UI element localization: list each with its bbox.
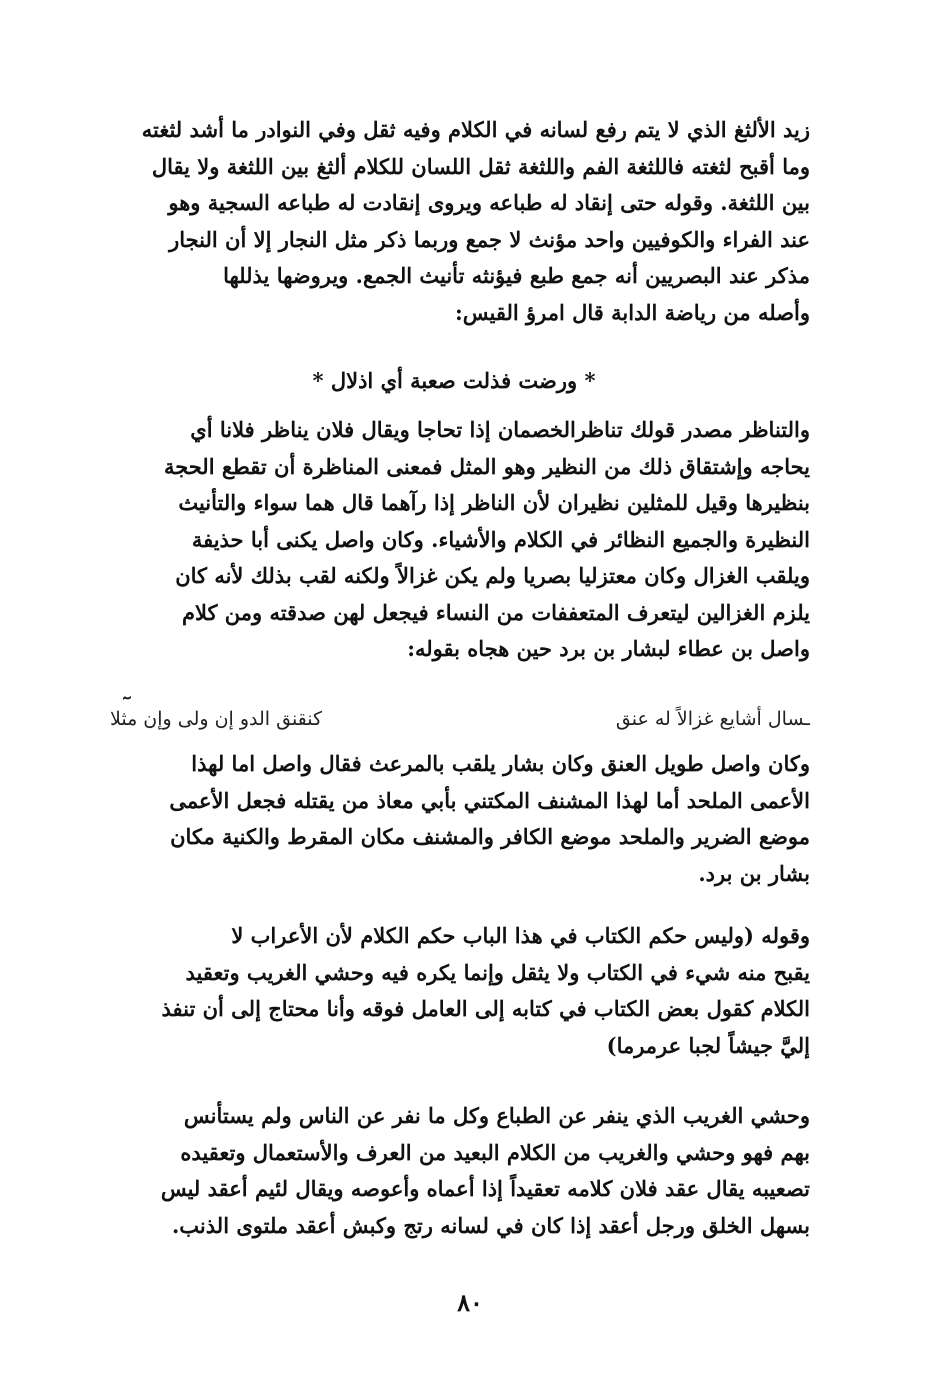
paragraph-1 [98, 112, 810, 331]
page-number: ٨٠ [457, 1288, 483, 1317]
text-line: بهم فهو وحشي والغريب من الكلام البعيد من العرف والأستعمال وتعقيده [180, 1139, 810, 1165]
text-line: يلزم الغزالين ليتعرف المتعففات من النساء فيجعل لهن صدقته ومن كلام [181, 599, 810, 625]
text-line: وكان واصل طويل العنق وكان بشار يلقب بالمرعث فقال واصل اما لهذا [191, 751, 810, 776]
paragraph-5 [98, 1098, 810, 1244]
text-line: وقوله (وليس حكم الكتاب في هذا الباب حكم الكلام لأن الأعراب لا [231, 923, 810, 948]
text-line: إليَّ جيشاً لجبا عرمرما) [606, 1032, 810, 1058]
poem-verse [110, 708, 810, 730]
text-line: عند الفراء والكوفيين واحد مؤنث لا جمع وربما ذكر مثل النجار إلا أن النجار [169, 226, 810, 252]
text-line: بين اللثغة. وقوله حتى إنقاد له طباعه ويروى إنقادت له طباعه السجية وهو [168, 190, 810, 215]
text-line: بسهل الخلق ورجل أعقد إذا كان في لسانه رتج وكبش أعقد ملتوى الذنب. [172, 1212, 810, 1238]
text-line: زيد الألثغ الذي لا يتم رفع لسانه في الكلام وفيه ثقل وفي النوادر ما أشد لثغته [141, 117, 810, 142]
text-line: بشار بن برد. [698, 860, 810, 886]
text-line: ويلقب الغزال وكان معتزليا بصريا ولم يكن غزالاً ولكنه لقب بذلك لأنه كان [175, 563, 810, 588]
verse-quote: * ورضت فذلت صعبة أي اذلال * [312, 368, 596, 393]
text-line: يقبح منه شيء في الكتاب ولا يثقل وإنما يكره فيه وحشي الغريب وتعقيد [185, 959, 810, 985]
paragraph-3 [98, 746, 810, 892]
text-line: وحشي الغريب الذي ينفر عن الطباع وكل ما نفر عن الناس ولم يستأنس [183, 1103, 810, 1128]
text-line: واصل بن عطاء لبشار بن برد حين هجاه بقوله: [407, 636, 810, 661]
text-line: الكلام كقول بعض الكتاب في كتابه إلى العامل فوقه وأنا محتاج إلى أن تنفذ [161, 996, 810, 1021]
text-line: وما أقبح لثغته فاللثغة الفم واللثغة ثقل اللسان للكلام ألثغ بين اللثغة ولا يقال [151, 153, 810, 179]
text-line: مذكر عند البصريين أنه جمع طبع فيؤنثه تأنيث الجمع. ويروضها يذللها [223, 263, 810, 288]
verse-hemistich-1: ـسال أشايع غزالاً له عنق [615, 708, 810, 730]
text-line: النظيرة والجميع النظائر في الكلام والأشياء. وكان واصل يكنى أبا حذيفة [191, 526, 810, 552]
paragraph-2 [98, 412, 810, 668]
text-line: موضع الضرير والملحد موضع الكافر والمشنف مكان المقرط والكنية مكان [170, 824, 810, 849]
text-line: بنظيرها وقيل للمثلين نظيران لأن الناظر إذا رآهما قال هما سواء والتأنيث [178, 490, 810, 515]
text-line: تصعيبه يقال عقد فلان كلامه تعقيداً إذا أعماه وأعوصه ويقال لئيم أعقد ليس [160, 1176, 810, 1201]
verse-hemistich-2: كنقنق الدو إن ولى وإن مثلا [110, 708, 323, 730]
text-line: يحاجه وإشتقاق ذلك من النظير وهو المثل فمعنى المناظرة أن تقطع الحجة [163, 453, 810, 479]
paragraph-4 [98, 918, 810, 1064]
text-line: وأصله من رياضة الدابة قال امرؤ القيس: [454, 299, 810, 325]
text-line: الأعمى الملحد أما لهذا المشنف المكتني بأبي معاذ من يقتله فجعل الأعمى [169, 787, 810, 813]
text-line: والتناظر مصدر قولك تناظرالخصمان إذا تحاجا ويقال فلان يناظر فلانا أي [190, 417, 810, 442]
